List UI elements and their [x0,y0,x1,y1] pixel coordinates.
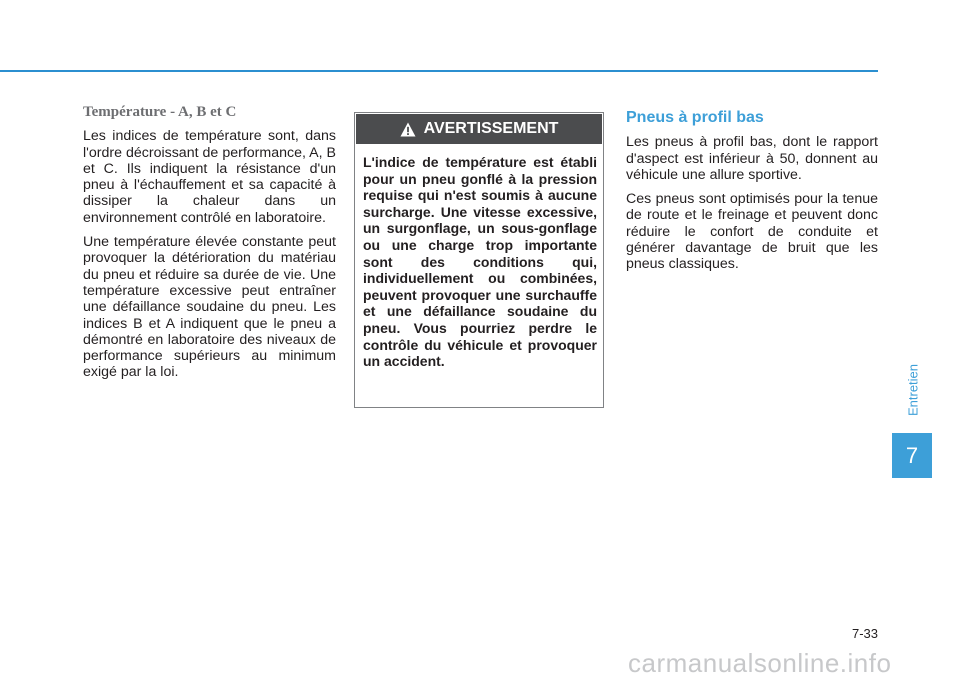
chapter-side-label [898,360,928,420]
chapter-tab [892,433,932,478]
watermark: carmanualsonline.info [628,648,892,678]
right-paragraph-1: Les pneus à profil bas, dont le rapport d'aspect est inférieur à 50, donnent au véhicule une allure sportive. [626,134,878,183]
right-column [626,110,878,281]
warning-title: AVERTISSEMENT [423,120,559,137]
warning-header [356,114,602,144]
left-column [83,104,336,389]
chapter-label-text: Entretien [905,363,921,417]
left-paragraph-2: Une température élevée constante peut provoquer la détérioration du matériau du pneu et réduire sa durée de vie. Une température excessive peut entraîner une défaillance soudaine du pneu. Les indices B et A indiquent que le pneu a démontré en laboratoire des niveaux de performance supérieurs au minimum exigé par la loi. [83,234,336,381]
temperature-subheading: Température - A, B et C [83,104,237,120]
warning-box [354,112,604,408]
warning-text: L'indice de température est établi pour un pneu gonflé à la pression requise qui n'est soumis à aucune surcharge. Une vitesse excessive, un surgonflage, un sous-gonflage ou une charge trop importante sont des conditions qui, individuellement ou combinées, peuvent provoquer une surchauffe et une défaillance soudaine du pneu. Vous pourriez perdre le contrôle du véhicule et provoquer un accident. [363,154,597,370]
chapter-number: 7 [905,442,919,468]
page-number: 7-33 [851,626,878,641]
section-title: Pneus à profil bas [626,109,764,126]
left-paragraph-1: Les indices de température sont, dans l'ordre décroissant de performance, A, B et C. Ils indiquent la résistance d'un pneu à l'échauffement et sa capacité à dissiper la chaleur dans un environnement contrôlé en laboratoire. [83,128,336,226]
warning-triangle-icon [400,122,416,137]
header-rule [0,70,878,72]
right-paragraph-2: Ces pneus sont optimisés pour la tenue de route et le freinage et peuvent donc réduire le confort de conduite et générer davantage de bruit que les pneus classiques. [626,191,878,273]
